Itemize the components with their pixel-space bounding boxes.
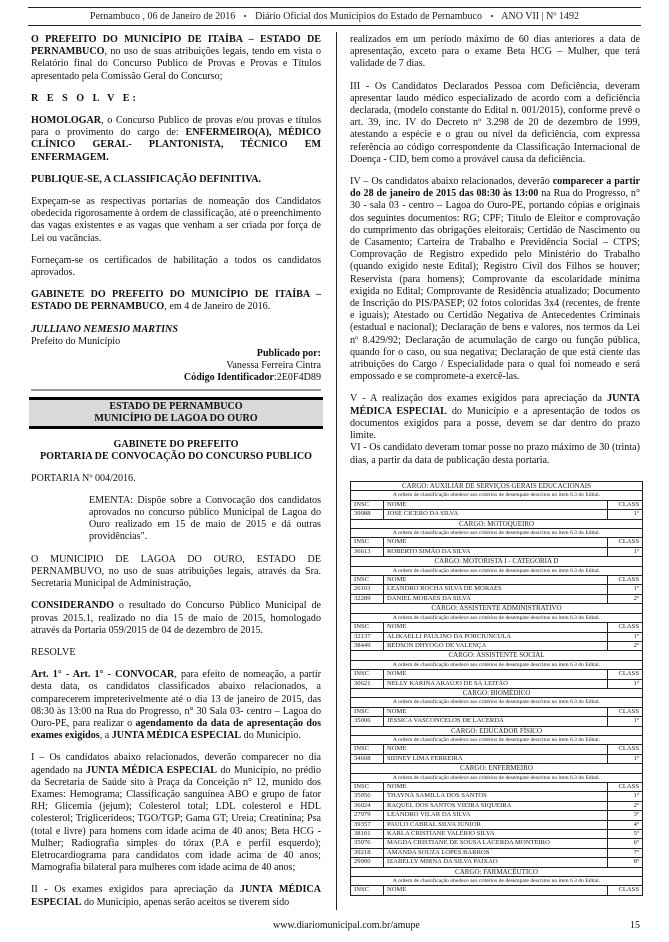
cargo-title: CARGO: ASSISTENTE ADMINISTRATIVO <box>351 604 643 613</box>
col-header-insc: INSC <box>351 783 384 792</box>
cell-nome: JOSÉ CICERO DA SILVA <box>384 510 608 519</box>
cell-class: 7º <box>608 848 643 857</box>
item5-bold: JUNTA MÉDICA ESPECIAL <box>350 393 640 417</box>
col-header-class: CLASS <box>608 576 643 585</box>
considerando-bold: CONSIDERANDO <box>31 600 115 612</box>
homologar-bold: HOMOLOGAR <box>31 115 102 127</box>
table-row <box>351 717 643 726</box>
cell-nome: BEDSON DHYOGO DE VALENÇA <box>384 641 608 650</box>
itaiba-expecam: Expeçam-se as respectivas portarias de nomeação dos Candidatos obedecida rigorosamente à ordem de classificação, até o preenchimento das vagas existentes e as vagas que venham a ser criada por força de Lei ou vacâncias. <box>31 196 321 244</box>
cell-class: 2º <box>608 801 643 810</box>
cell-nome: LEANDRO VILAR DA SILVA <box>384 811 608 820</box>
portaria-title <box>31 439 321 463</box>
cargo-title: CARGO: MOTOQUEIRO <box>351 519 643 528</box>
cargo-title: CARGO: ENFERMEIRO <box>351 764 643 773</box>
col-header-class: CLASS <box>608 538 643 547</box>
cell-class: 1º <box>608 679 643 688</box>
cell-class: 1º <box>608 632 643 641</box>
table-row <box>351 848 643 857</box>
cargo-title: CARGO: BIOMÉDICO <box>351 688 643 697</box>
col-header-class: CLASS <box>608 707 643 716</box>
col-header-insc: INSC <box>351 623 384 632</box>
criteria-note: A ordem de classificação obedece aos critérios de desempate descritos no item 6.3 do Edital. <box>351 735 643 744</box>
cell-class: 1º <box>608 547 643 556</box>
cell-class: 1º <box>608 792 643 801</box>
col-header-insc: INSC <box>351 670 384 679</box>
cargo-row <box>351 519 643 528</box>
criteria-row <box>351 698 643 707</box>
table-row <box>351 547 643 556</box>
published-by-name: Vanessa Ferreira Cintra <box>226 360 321 372</box>
cargo-title: CARGO: MOTORISTA I - CATEGORIA D <box>351 557 643 566</box>
portaria-item4 <box>350 176 640 383</box>
itaiba-fornecam: Forneçam-se os certificados de habilitação a todos os candidatos aprovados. <box>31 254 321 279</box>
cell-nome: SIDNEY LIMA FERREIRA <box>384 754 608 763</box>
cell-nome: JÉSSICA VASCONCELOS DE LACERDA <box>384 717 608 726</box>
gabinete-date: , em 4 de Janeiro de 2016. <box>164 301 271 313</box>
cell-nome: PAULO CABRAL SILVA JÚNIOR <box>384 820 608 829</box>
column-header-row <box>351 538 643 547</box>
item2-text-b: do Município, apenas serão aceitos se tiverem sido <box>81 896 290 908</box>
criteria-row <box>351 529 643 538</box>
cell-insc: 38449 <box>351 641 384 650</box>
cell-insc: 35006 <box>351 717 384 726</box>
criteria-row <box>351 735 643 744</box>
cell-class: 1º <box>608 585 643 594</box>
itaiba-intro-text: , no uso de suas atribuições legais, tendo em vista o Relatório final do Concurso Publico de Provas e Provas e Títulos apresentado pela Comissão Geral do Concurso; <box>31 46 321 82</box>
portaria-item3: III - Os Candidatos Declarados Pessoa com Deficiência, deveram apresentar laudo médico especializado de acordo com a deficiência declarada, (modelo constante do Edital n. 001/2015), conforme prevê o art. 39, inc. IV do Decreto nº 3.298 de 20 de dezembro de 1999, atestando a espécie e o grau ou nível da deficiência, com expressa referência ao código correspondente da Classificação Internacional de Doença - CID, bem como a provável causa da deficiência. <box>350 80 640 165</box>
signer-role: Prefeito do Município <box>31 335 121 347</box>
col-header-nome: NOME <box>384 538 608 547</box>
header-rule-top <box>28 7 641 8</box>
col-header-insc: INSC <box>351 500 384 509</box>
col-header-class: CLASS <box>608 745 643 754</box>
section-divider <box>31 389 321 391</box>
col-header-nome: NOME <box>384 500 608 509</box>
table-row <box>351 594 643 603</box>
art1-text-c: do Município. <box>241 730 301 742</box>
header-place-date: Pernambuco , 06 de Janeiro de 2016 <box>90 11 236 22</box>
cell-nome: ROBERTO SIMÃO DA SILVA <box>384 547 608 556</box>
column-header-row <box>351 707 643 716</box>
col-header-insc: INSC <box>351 886 384 895</box>
portaria-art1 <box>31 669 321 742</box>
col-header-insc: INSC <box>351 707 384 716</box>
itaiba-homologar <box>31 115 321 164</box>
col-header-insc: INSC <box>351 745 384 754</box>
gabinete-bold: GABINETE DO PREFEITO DO MUNICÍPIO DE ITAÍBA – ESTADO DE PERNAMBUCO <box>31 289 321 313</box>
cargo-row <box>351 764 643 773</box>
cell-insc: 32137 <box>351 632 384 641</box>
column-header-row <box>351 623 643 632</box>
item5-text-a: V - A realização dos exames exigidos para apreciação da <box>350 393 608 405</box>
signer-block <box>31 324 321 348</box>
cell-class: 5º <box>608 830 643 839</box>
criteria-row <box>351 773 643 782</box>
header-publication: Diário Oficial dos Municípios do Estado de Pernambuco <box>255 11 482 22</box>
criteria-note: A ordem de classificação obedece aos critérios de desempate descritos no item 6.3 do Edital. <box>351 566 643 575</box>
item5-text-b: do Município e a apresentação de todos os documentos exigidos para a posse, devem se dar dentro do prazo limite. <box>350 405 640 442</box>
signer-name: JULLIANO NEMESIO MARTINS <box>31 323 178 335</box>
cell-insc: 39357 <box>351 820 384 829</box>
col-header-class: CLASS <box>608 670 643 679</box>
bullet-separator-icon: • <box>243 12 247 21</box>
criteria-note: A ordem de classificação obedece aos critérios de desempate descritos no item 6.3 do Edital. <box>351 613 643 622</box>
table-row <box>351 801 643 810</box>
criteria-row <box>351 566 643 575</box>
criteria-row <box>351 660 643 669</box>
item2-bold: JUNTA MÉDICA ESPECIAL <box>31 884 322 908</box>
col-header-nome: NOME <box>384 886 608 895</box>
itaiba-intro-bold: O PREFEITO DO MUNICÍPIO DE ITAÍBA – ESTADO DE PERNAMBUCO <box>31 34 321 58</box>
col-header-class: CLASS <box>608 783 643 792</box>
column-header-row <box>351 745 643 754</box>
col-header-insc: INSC <box>351 576 384 585</box>
left-column <box>31 34 321 919</box>
bullet-separator-icon: • <box>490 12 494 21</box>
portaria-title-line1: GABINETE DO PREFEITO <box>113 438 239 450</box>
column-header-row <box>351 783 643 792</box>
criteria-note: A ordem de classificação obedece aos critérios de desempate descritos no item 6.3 do Edital. <box>351 877 643 886</box>
criteria-note: A ordem de classificação obedece aos critérios de desempate descritos no item 6.3 do Edital. <box>351 698 643 707</box>
page-number: 15 <box>630 920 640 931</box>
header-edition: ANO VII | Nº 1492 <box>501 11 579 22</box>
published-by-label: Publicado por: <box>256 348 321 360</box>
criteria-note: A ordem de classificação obedece aos critérios de desempate descritos no item 6.3 do Edital. <box>351 491 643 500</box>
item1-text-b: do Município, no prédio da Secretaria de Saúde sito à Praça da Conceição n° 12, munido dos Exames: Hemograma; Classificação sanguínea ABO e grupo de fator RH; Glicemia (jejum); Colesterol total; LDL colesterol e HDL colesterol; Triglicerídeos; TGO/TGP; Gama GT; Ureia; Creatinina; Psa (total e livre) para homens com idade acima de 40 anos; Beta HCG - Mulher; Radiografia simples do tórax (P.A e perfil esquerdo); Eletrocardiograma para candidatos com idade acima de 40 anos; Mamografia bilateral para mulheres com idade acima de 40 anos; <box>31 764 322 874</box>
cell-insc: 32289 <box>351 594 384 603</box>
portaria-title-line2: PORTARIA DE CONVOCAÇÃO DO CONCURSO PUBLICO <box>39 450 313 462</box>
art1-text-a: , para efeito de nomeação, a partir desta data, os candidatos classificados abaixo relacionados, a comparecerem impreterivelmente até o dia 13 de janeiro de 2015, das 08:30 às 13:00 na Rua do Progresso, n° 30 Sala 03- centro – Lagoa do Ouro-PE, para realizar o <box>31 669 321 729</box>
cargo-title: CARGO: AUXILIAR DE SERVIÇOS GERAIS EDUCACIONAIS <box>351 482 643 491</box>
cargo-title: CARGO: EDUCADOR FÍSICO <box>351 726 643 735</box>
identifier-code-value: :2E0F4D89 <box>273 372 321 384</box>
homologar-text: , o Concurso Publico de provas e/ou provas e títulos para o provimento do cargo de: <box>31 115 321 139</box>
item4-bold: comparecer a partir do 28 de janeiro de 2015 das 08:30 às 13:00 <box>350 176 640 200</box>
portaria-item5 <box>350 393 640 442</box>
col-header-nome: NOME <box>384 745 608 754</box>
table-row <box>351 585 643 594</box>
cargo-row <box>351 726 643 735</box>
cell-nome: THAYNÁ SAMILLA DOS SANTOS <box>384 792 608 801</box>
cell-class: 2º <box>608 594 643 603</box>
cell-insc: 36613 <box>351 547 384 556</box>
criteria-note: A ordem de classificação obedece aos critérios de desempate descritos no item 6.3 do Edital. <box>351 529 643 538</box>
cargo-row <box>351 867 643 876</box>
cell-insc: 30621 <box>351 679 384 688</box>
column-header-row <box>351 670 643 679</box>
cargo-title: CARGO: FARMACÊUTICO <box>351 867 643 876</box>
item2-text-a: II - Os exames exigidos para apreciação da <box>31 884 240 896</box>
portaria-ementa: EMENTA: Dispõe sobre a Convocação dos candidatos aprovados no concurso público Municipal de Lagoa do Ouro realizado em 15 de maio de 2015 e dá outras providências". <box>89 494 321 543</box>
portaria-resolve: RESOLVE <box>31 646 76 658</box>
banner-state: ESTADO DE PERNAMBUCO <box>109 400 243 412</box>
portaria-item2-continued: realizados em um período máximo de 60 dias anteriores a data de apresentação, exceto para o exame Beta HCG – Mulher, que terá validade de 7 dias. <box>350 34 640 70</box>
table-row <box>351 839 643 848</box>
cell-insc: 38101 <box>351 830 384 839</box>
cargo-row <box>351 651 643 660</box>
item1-bold: JUNTA MÉDICA ESPECIAL <box>85 764 217 776</box>
art1-bold-3: JUNTA MÉDICA ESPECIAL <box>111 730 242 742</box>
cargo-title: CARGO: ASSISTENTE SOCIAL <box>351 651 643 660</box>
cell-insc: 39088 <box>351 510 384 519</box>
cell-nome: NELLY KARINA ARAÚJO DE SÁ LEITÃO <box>384 679 608 688</box>
criteria-row <box>351 877 643 886</box>
portaria-item2 <box>31 884 321 908</box>
cell-insc: 36024 <box>351 801 384 810</box>
footer-url[interactable]: www.diariomunicipal.com.br/amupe <box>273 920 420 931</box>
cargo-row <box>351 604 643 613</box>
col-header-nome: NOME <box>384 576 608 585</box>
table-row <box>351 632 643 641</box>
column-header-row <box>351 886 643 895</box>
cell-class: 1º <box>608 754 643 763</box>
banner-municipality: MUNICÍPIO DE LAGOA DO OURO <box>94 412 258 424</box>
cell-insc: 29900 <box>351 858 384 867</box>
col-header-nome: NOME <box>384 707 608 716</box>
col-header-nome: NOME <box>384 783 608 792</box>
portaria-item6: VI - Os candidato deveram tomar posse no prazo máximo de 30 (trinta) dias, a partir da data de publicação desta portaria. <box>350 442 640 466</box>
identifier-code-label: Código Identificador <box>183 372 274 384</box>
criteria-note: A ordem de classificação obedece aos critérios de desempate descritos no item 6.3 do Edital. <box>351 773 643 782</box>
table-row <box>351 754 643 763</box>
considerando-text: o resultado do Concurso Público Municipal de provas 2015.1, realizado no dia 15 de maio de 2015, homologado através da Portaria 059/2015 de 04 de dezembro de 2015. <box>31 600 321 636</box>
page-header <box>28 9 641 25</box>
cargo-row <box>351 688 643 697</box>
cell-nome: MAGDA CRISTIANE DE SOUSA LACERDA MONTEIRO <box>384 839 608 848</box>
col-header-class: CLASS <box>608 886 643 895</box>
col-header-nome: NOME <box>384 623 608 632</box>
cell-class: 3º <box>608 811 643 820</box>
criteria-row <box>351 491 643 500</box>
cell-class: 4º <box>608 820 643 829</box>
cell-nome: KARLA CRISTIANE VALÉRIO SILVA <box>384 830 608 839</box>
table-row <box>351 820 643 829</box>
col-header-insc: INSC <box>351 538 384 547</box>
table-row <box>351 641 643 650</box>
cell-nome: ALIKAELLI PAULINO DA PORCIUNCULA <box>384 632 608 641</box>
table-row <box>351 830 643 839</box>
art1-bold-2: agendamento da data de apresentação dos exames exigidos <box>31 717 321 742</box>
item4-text-a: IV – Os candidatos abaixo relacionados, deverão <box>350 176 553 188</box>
cell-class: 8º <box>608 858 643 867</box>
col-header-class: CLASS <box>608 623 643 632</box>
homologar-cargos: ENFERMEIRO(A), MÉDICO CLÍNICO GERAL- PLANTONISTA, TÉCNICO EM ENFERMAGEM. <box>31 127 322 163</box>
cell-insc: 35076 <box>351 839 384 848</box>
itaiba-intro <box>31 34 321 83</box>
header-rule-bottom <box>28 25 641 26</box>
item4-text-b: na Rua do Progresso, n° 30 - sala 03 - centro – Lagoa do Ouro-PE, portando cópias e originais dos seguintes documentos: RG; CPF; Título de Eleitor e comprovação do cumprimento das obrigações eleitorais; Certidão de Nascimento ou de Casamento; Carteira de Trabalho e Previdência Social – CTPS; Comprovação de Registro expedido pelo Ministério do Trabalho (quando exigido neste Edital); Registro Civil dos Filhos se houver; Reservista (para homens); Comprovante da escolaridade mínima exigida no Edital; Comprovante de Residência atualizado; Documento de Inscrição do PIS/PASEP; 02 fotos coloridas 3x4 (recentes, de frente e iguais); Atestado ou Certidão Negativa de Antecedentes Criminais (estadual e nacional); Declaração de bens e valores, nos termos da Lei nº 8.429/92; Declaração de acumulação de cargo ou função pública, quando for o caso, ou sua negativa; Declaração de que está ciente das atribuições do Cargo / Especialidade para o qual foi nomeado e será empossado e se compromete-a exercê-las. <box>350 188 641 383</box>
cell-nome: DANIEL MORAES DA SILVA <box>384 594 608 603</box>
criteria-note: A ordem de classificação obedece aos critérios de desempate descritos no item 6.3 do Edital. <box>351 660 643 669</box>
cell-nome: RAQUEL DOS SANTOS VIEIRA SIQUEIRA <box>384 801 608 810</box>
table-row <box>351 679 643 688</box>
cell-insc: 26103 <box>351 585 384 594</box>
criteria-row <box>351 613 643 622</box>
identifier-code <box>31 372 321 384</box>
cell-nome: AMANDA SOUZA LOPES BARROS <box>384 848 608 857</box>
itaiba-resolve: R E S O L V E: <box>31 92 139 104</box>
column-header-row <box>351 576 643 585</box>
cell-class: 1º <box>608 510 643 519</box>
cell-insc: 34608 <box>351 754 384 763</box>
itaiba-publique: PUBLIQUE-SE, A CLASSIFICAÇÃO DEFINITIVA. <box>31 173 262 185</box>
portaria-considerando <box>31 600 321 637</box>
cell-class: 6º <box>608 839 643 848</box>
cell-nome: IZABELLY MIRNA DA SILVA PAIXAO <box>384 858 608 867</box>
cell-nome: LEANDRO ROCHA SILVA DE MORAES <box>384 585 608 594</box>
results-table <box>350 481 643 896</box>
table-row <box>351 858 643 867</box>
portaria-number: PORTARIA Nº 004/2016. <box>31 472 136 484</box>
cargo-row <box>351 482 643 491</box>
municipality-banner <box>29 397 323 429</box>
cell-class: 1º <box>608 717 643 726</box>
right-column <box>350 34 640 477</box>
cell-insc: 39218 <box>351 848 384 857</box>
itaiba-gabinete <box>31 289 321 313</box>
column-divider <box>336 32 337 910</box>
cargo-row <box>351 557 643 566</box>
publication-info <box>31 348 321 385</box>
portaria-item1 <box>31 752 321 874</box>
portaria-municipio: O MUNICIPIO DE LAGOA DO OURO, ESTADO DE PERNAMBUVO, no uso de suas atribuições legais, através da Sra. Secretaria Municipal de Administração, <box>31 553 321 590</box>
column-header-row <box>351 500 643 509</box>
cell-insc: 35056 <box>351 792 384 801</box>
col-header-class: CLASS <box>608 500 643 509</box>
cell-class: 2º <box>608 641 643 650</box>
art1-text-b: , a <box>99 730 112 742</box>
table-row <box>351 811 643 820</box>
item1-text-a: I – Os candidatos abaixo relacionados, deverão comparecer no dia agendado na <box>31 752 321 776</box>
cell-insc: 27979 <box>351 811 384 820</box>
table-row <box>351 510 643 519</box>
col-header-nome: NOME <box>384 670 608 679</box>
table-row <box>351 792 643 801</box>
art1-bold: Art. 1° - Art. 1° - CONVOCAR <box>31 669 175 681</box>
